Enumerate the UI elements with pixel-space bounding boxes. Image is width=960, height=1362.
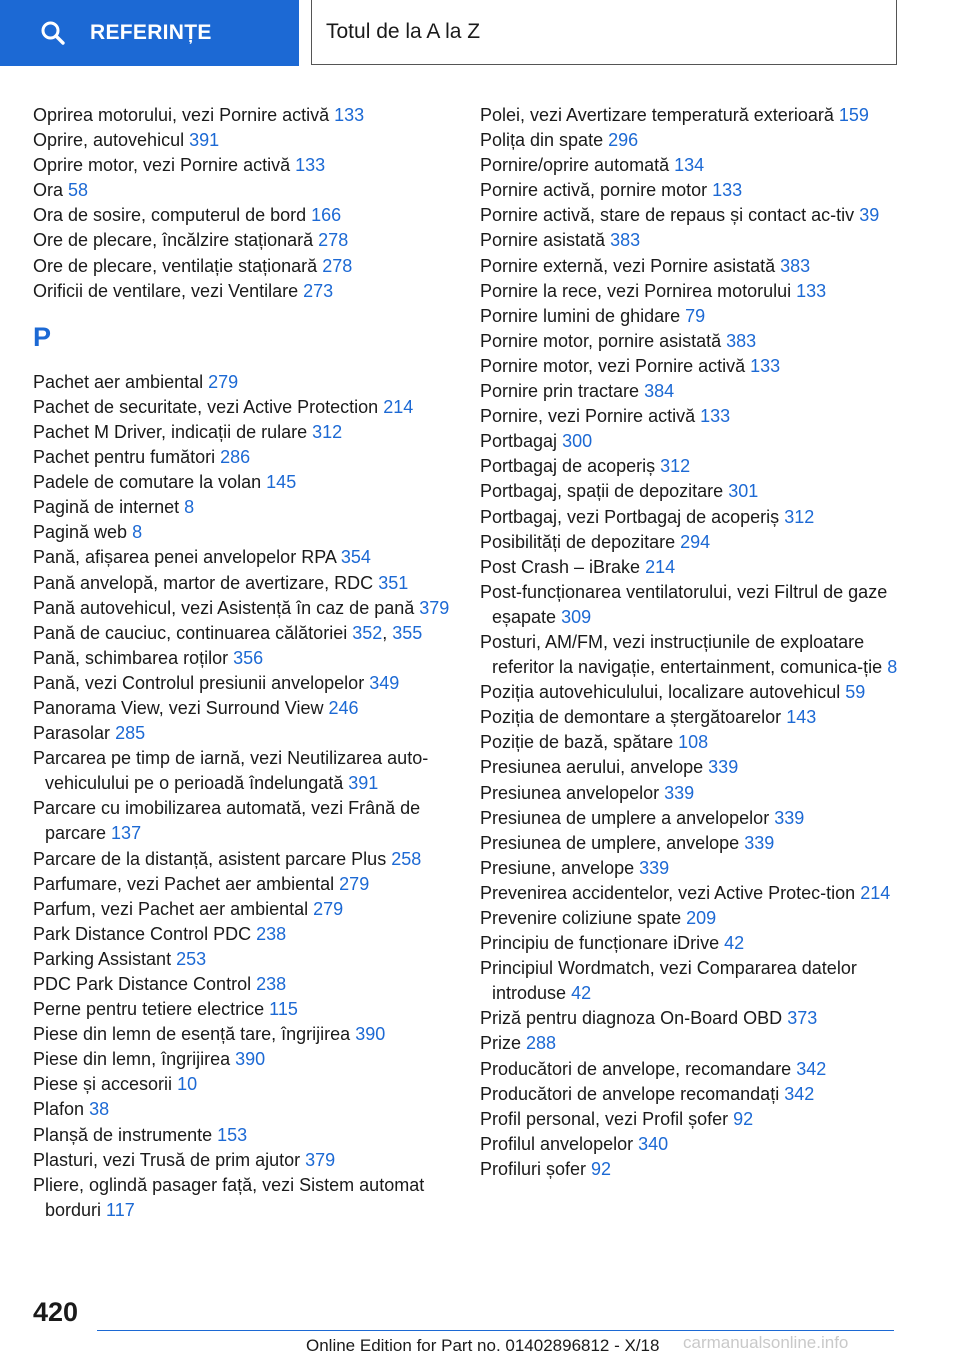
- index-entry-text: Portbagaj de acoperiș: [480, 456, 656, 477]
- index-entry: [480, 1057, 910, 1082]
- page-link[interactable]: 10: [177, 1074, 198, 1095]
- index-entry: [480, 680, 910, 705]
- page-link[interactable]: 79: [685, 305, 706, 326]
- page-link[interactable]: 133: [295, 155, 326, 176]
- index-entry: [480, 755, 910, 780]
- index-entry-text: Piese din lemn de esență tare, îngrijirea: [33, 1024, 351, 1045]
- index-entry: [480, 203, 910, 228]
- index-entry-text: Presiune, anvelope: [480, 857, 635, 878]
- index-entry-text: Orificii de ventilare, vezi Ventilare: [33, 280, 299, 301]
- index-entry-text: Oprire, autovehicul: [33, 130, 185, 151]
- index-entry: [480, 881, 910, 906]
- index-entry: [33, 646, 453, 671]
- page-link[interactable]: 340: [638, 1133, 669, 1154]
- index-entry-text: Pachet pentru fumători: [33, 447, 216, 468]
- index-entry-text: Prevenirea accidentelor, vezi Active Protec-tion: [480, 882, 856, 903]
- page-link[interactable]: 59: [845, 682, 866, 703]
- page-link[interactable]: 383: [780, 255, 811, 276]
- footer-divider: [97, 1330, 894, 1331]
- page-link[interactable]: 383: [726, 330, 757, 351]
- index-entry: [33, 279, 453, 304]
- index-entry: [480, 128, 910, 153]
- index-entry-text: Pană autovehicul, vezi Asistență în caz de pană: [33, 597, 415, 618]
- page-link[interactable]: 390: [355, 1024, 386, 1045]
- page-link[interactable]: 133: [750, 355, 781, 376]
- page-link[interactable]: 159: [838, 105, 869, 125]
- page-link[interactable]: 92: [591, 1158, 612, 1179]
- index-entry-text: Polei, vezi Avertizare temperatură exterioară: [480, 105, 834, 125]
- page-link[interactable]: 301: [728, 481, 759, 502]
- index-entry: [480, 279, 910, 304]
- index-entry: [480, 1031, 910, 1056]
- index-entry: [33, 671, 453, 696]
- index-entry-text: Pornire, vezi Pornire activă: [480, 406, 696, 427]
- page-link[interactable]: 349: [369, 672, 400, 693]
- page-link[interactable]: 379: [419, 597, 450, 618]
- index-entry-text: Pagină web: [33, 522, 128, 543]
- references-label: REFERINȚE: [90, 21, 212, 44]
- index-entry: [480, 730, 910, 755]
- index-entry-text: Pană de cauciuc, continuarea călătoriei: [33, 622, 348, 643]
- index-entry-text: Posibilități de depozitare: [480, 531, 676, 552]
- page-link[interactable]: 133: [796, 280, 827, 301]
- index-entry: [480, 1082, 910, 1107]
- index-entry-text: Pornire motor, vezi Pornire activă: [480, 355, 746, 376]
- index-entry-text: Principiul Wordmatch, vezi Compararea datelor introduse: [480, 958, 857, 1004]
- page-link[interactable]: 312: [660, 456, 691, 477]
- index-entry-text: Pornire la rece, vezi Pornirea motorului: [480, 280, 792, 301]
- index-entry-text: Profiluri șofer: [480, 1158, 587, 1179]
- page-link[interactable]: 115: [269, 999, 298, 1020]
- index-entry: [33, 972, 453, 997]
- index-entry-text: Ora: [33, 180, 64, 201]
- page-link[interactable]: 278: [322, 255, 353, 276]
- index-entry: [33, 1072, 453, 1097]
- page-link[interactable]: 339: [774, 807, 805, 828]
- index-entry-text: Pornire motor, pornire asistată: [480, 330, 722, 351]
- index-entry: [33, 470, 453, 495]
- index-entry-text: Piese din lemn, îngrijirea: [33, 1049, 231, 1070]
- index-entry: [480, 1132, 910, 1157]
- index-entry: [480, 429, 910, 454]
- page-link[interactable]: 134: [674, 155, 705, 176]
- watermark: carmanualsonline.info: [683, 1333, 849, 1352]
- index-entry-text: Portbagaj, vezi Portbagaj de acoperiș: [480, 506, 780, 527]
- index-entry-text: Parcarea pe timp de iarnă, vezi Neutilizarea auto-vehiculului pe o perioadă îndelungată: [33, 748, 429, 794]
- index-entry: [480, 555, 910, 580]
- page-link[interactable]: 108: [678, 732, 709, 753]
- index-entry-text: Poziția autovehiculului, localizare autovehicul: [480, 682, 841, 703]
- index-entry: Pană de cauciuc, continuarea călătoriei 352, 355: [33, 622, 423, 643]
- index-entry: [480, 806, 910, 831]
- index-entry-text: Parfumare, vezi Pachet aer ambiental: [33, 873, 335, 894]
- index-entry: [33, 128, 453, 153]
- index-entry: [33, 395, 453, 420]
- index-entry-text: Presiunea aerului, anvelope: [480, 757, 704, 778]
- page-link[interactable]: 300: [562, 431, 593, 452]
- page-link[interactable]: 286: [220, 447, 251, 468]
- page-link[interactable]: 145: [266, 472, 297, 493]
- page-link[interactable]: 39: [859, 205, 880, 226]
- index-entry: [480, 354, 910, 379]
- index-entry-text: Plafon: [33, 1099, 85, 1120]
- page-link[interactable]: 273: [303, 280, 334, 301]
- page-link[interactable]: 238: [256, 974, 287, 994]
- index-entry-text: Ore de plecare, încălzire staționară: [33, 230, 314, 251]
- index-entry: [480, 530, 910, 555]
- index-entry: [33, 997, 453, 1022]
- index-entry-text: Pană, schimbarea roților: [33, 647, 229, 668]
- index-entry: [480, 329, 910, 354]
- index-entry: [480, 781, 910, 806]
- index-entry: [480, 379, 910, 404]
- page-link[interactable]: 214: [383, 396, 414, 417]
- index-entry-text: Presiunea de umplere a anvelopelor: [480, 807, 770, 828]
- index-entry: [33, 495, 453, 520]
- index-entry: [33, 872, 453, 897]
- index-entry: [33, 1022, 453, 1047]
- page-link[interactable]: 391: [348, 773, 379, 794]
- index-entry-text: Parking Assistant: [33, 948, 172, 969]
- index-column-right: [480, 103, 910, 1182]
- index-letter-heading: P: [33, 321, 52, 352]
- page-link[interactable]: 8: [887, 657, 898, 678]
- index-entry: [33, 1173, 453, 1223]
- index-entry: [33, 922, 453, 947]
- index-entry-text: Pornire asistată: [480, 230, 606, 251]
- page-link[interactable]: 339: [639, 857, 670, 878]
- index-entry-text: Padele de comutare la volan: [33, 472, 262, 493]
- index-entry-text: Pană anvelopă, martor de avertizare, RDC: [33, 572, 374, 593]
- index-entry-text: Presiunea anvelopelor: [480, 782, 660, 803]
- page-link[interactable]: 339: [664, 782, 695, 803]
- page-link[interactable]: 42: [724, 933, 745, 954]
- index-entry-text: Parasolar: [33, 723, 111, 744]
- index-entry-text: Oprire motor, vezi Pornire activă: [33, 155, 291, 176]
- page-link[interactable]: 137: [111, 823, 142, 844]
- index-entry-text: Parcare cu imobilizarea automată, vezi Frână de parcare: [33, 798, 421, 844]
- index-entry: [33, 1123, 453, 1148]
- references-tab[interactable]: [0, 0, 299, 66]
- page-link[interactable]: 166: [311, 205, 342, 226]
- index-entry-text: Producători de anvelope recomandați: [480, 1083, 780, 1104]
- index-entry: [33, 445, 453, 470]
- index-entry: [33, 254, 453, 279]
- page-link[interactable]: 383: [610, 230, 641, 251]
- index-entry-text: Parcare de la distanță, asistent parcare Plus: [33, 848, 387, 869]
- index-entry: [33, 545, 453, 570]
- index-entry-text: Producători de anvelope, recomandare: [480, 1058, 792, 1079]
- index-entry: [480, 580, 910, 630]
- page-link[interactable]: 153: [217, 1124, 248, 1145]
- page-link[interactable]: 339: [708, 757, 739, 778]
- index-entry: [33, 370, 453, 395]
- index-entry: [480, 404, 910, 429]
- index-entry-text: Oprirea motorului, vezi Pornire activă: [33, 105, 330, 125]
- index-entry-text: Plasturi, vezi Trusă de prim ajutor: [33, 1149, 301, 1170]
- index-entry: [33, 746, 453, 796]
- index-entry: [480, 956, 910, 1006]
- index-entry-text: Pornire lumini de ghidare: [480, 305, 681, 326]
- page-link[interactable]: 253: [176, 948, 207, 969]
- page-link[interactable]: 391: [189, 130, 220, 151]
- index-entry-text: Piese și accesorii: [33, 1074, 173, 1095]
- page-link[interactable]: 342: [784, 1083, 815, 1104]
- index-entry: [33, 897, 453, 922]
- index-entry: [33, 796, 453, 846]
- index-entry-text: Prevenire coliziune spate: [480, 908, 682, 928]
- index-entry: [480, 906, 910, 931]
- page-link[interactable]: 246: [328, 697, 359, 718]
- page-link[interactable]: 294: [680, 531, 711, 552]
- index-entry: [33, 596, 453, 621]
- page-link[interactable]: 342: [796, 1058, 827, 1079]
- index-entry: [33, 203, 453, 228]
- index-entry-text: Pachet de securitate, vezi Active Protection: [33, 396, 379, 417]
- index-entry-text: Park Distance Control PDC: [33, 923, 252, 944]
- index-entry: [480, 931, 910, 956]
- page-link[interactable]: 373: [787, 1008, 818, 1029]
- index-entry: [480, 479, 910, 504]
- index-entry: [480, 454, 910, 479]
- index-entry: [33, 947, 453, 972]
- index-entry-text: Pachet M Driver, indicații de rulare: [33, 421, 308, 442]
- index-entry: [33, 847, 453, 872]
- index-entry-text: Principiu de funcționare iDrive: [480, 933, 720, 954]
- page-link[interactable]: 58: [68, 180, 89, 201]
- page-link[interactable]: 312: [312, 421, 343, 442]
- page-link[interactable]: 279: [339, 873, 370, 894]
- index-entry-text: Ore de plecare, ventilație staționară: [33, 255, 318, 276]
- page-link[interactable]: 296: [608, 130, 639, 151]
- page-link[interactable]: 214: [860, 882, 891, 903]
- page-link[interactable]: 238: [256, 923, 287, 944]
- index-entry: [480, 254, 910, 279]
- index-entry: [33, 571, 453, 596]
- index-entry: [480, 505, 910, 530]
- index-entry-text: Pornire/oprire automată: [480, 155, 670, 176]
- index-entry-text: Polița din spate: [480, 130, 604, 151]
- index-entry: [480, 153, 910, 178]
- page-link[interactable]: 279: [208, 371, 239, 392]
- index-entry-text: Panorama View, vezi Surround View: [33, 697, 324, 718]
- index-entry: [480, 705, 910, 730]
- index-entry: [480, 831, 910, 856]
- index-entry-text: Pană, vezi Controlul presiunii anvelopelor: [33, 672, 365, 693]
- index-entry: [33, 520, 453, 545]
- index-entry: [480, 856, 910, 881]
- index-entry: [33, 1097, 453, 1122]
- page-link[interactable]: 352: [352, 622, 383, 643]
- index-entry: [480, 178, 910, 203]
- page-link[interactable]: 133: [700, 406, 731, 427]
- page-link[interactable]: 355: [392, 622, 423, 643]
- index-entry-text: Ora de sosire, computerul de bord: [33, 205, 307, 226]
- index-entry-text: Profil personal, vezi Profil șofer: [480, 1108, 729, 1129]
- page-link[interactable]: 117: [106, 1199, 135, 1220]
- index-entry: [33, 178, 453, 203]
- index-entry-text: Presiunea de umplere, anvelope: [480, 832, 740, 853]
- page-link[interactable]: 133: [334, 105, 365, 125]
- page-link[interactable]: 279: [313, 898, 344, 919]
- edition-text: Online Edition for Part no. 01402896812 - X/18: [306, 1336, 660, 1355]
- index-column-left: [33, 103, 453, 1223]
- page-link[interactable]: 278: [318, 230, 349, 251]
- index-entry-text: Profilul anvelopelor: [480, 1133, 634, 1154]
- page-header: [0, 0, 960, 66]
- index-entry-text: Priză pentru diagnoza On-Board OBD: [480, 1008, 783, 1029]
- search-icon: [40, 20, 66, 46]
- index-entry-text: Pornire prin tractare: [480, 381, 640, 402]
- index-entry: [33, 420, 453, 445]
- index-entry-text: Poziție de bază, spătare: [480, 732, 674, 753]
- index-entry-text: Prize: [480, 1033, 522, 1054]
- index-entry-text: Pană, afișarea penei anvelopelor RPA: [33, 547, 336, 568]
- index-entry-text: Pornire activă, pornire motor: [480, 180, 708, 201]
- page-link[interactable]: 379: [305, 1149, 336, 1170]
- index-entry-text: Pagină de internet: [33, 497, 180, 518]
- page-link[interactable]: 390: [235, 1049, 266, 1070]
- page-number: 420: [33, 1297, 79, 1327]
- index-entry: [33, 696, 453, 721]
- page-link[interactable]: 214: [645, 556, 676, 577]
- page-link[interactable]: 356: [233, 647, 264, 668]
- page-link[interactable]: 209: [686, 908, 717, 928]
- index-entry-text: PDC Park Distance Control: [33, 974, 252, 994]
- page-link[interactable]: 258: [391, 848, 422, 869]
- index-entry-text: Pliere, oglindă pasager față, vezi Sistem automat borduri: [33, 1174, 425, 1220]
- index-entry-text: Posturi, AM/FM, vezi instrucțiunile de exploatare referitor la navigație, entertainment, comunica-ție: [480, 631, 883, 678]
- index-entry: [480, 228, 910, 253]
- index-entry-text: Portbagaj, spații de depozitare: [480, 481, 724, 502]
- index-entry-text: Pornire externă, vezi Pornire asistată: [480, 255, 776, 276]
- index-entry: [33, 103, 453, 128]
- index-entry: [33, 1148, 453, 1173]
- index-entry-text: Post Crash – iBrake: [480, 556, 641, 577]
- index-entry-text: Poziția de demontare a ștergătoarelor: [480, 707, 782, 728]
- section-title-tab[interactable]: [311, 0, 897, 65]
- index-entry: [480, 630, 910, 680]
- page-link[interactable]: 354: [340, 547, 371, 568]
- index-entry: [33, 721, 453, 746]
- page-link[interactable]: 339: [744, 832, 775, 853]
- index-entry-text: Pachet aer ambiental: [33, 371, 204, 392]
- page-link[interactable]: 309: [561, 606, 592, 627]
- index-entry: [480, 1006, 910, 1031]
- index-entry-text: Post-funcționarea ventilatorului, vezi Filtrul de gaze eșapate: [480, 581, 888, 627]
- page-link[interactable]: 8: [132, 522, 143, 543]
- index-entry: [33, 1047, 453, 1072]
- index-entry-text: Perne pentru tetiere electrice: [33, 999, 265, 1020]
- index-entry-text: Portbagaj: [480, 431, 558, 452]
- index-entry: [480, 1107, 910, 1132]
- page-link[interactable]: 133: [712, 180, 743, 201]
- index-entry: [33, 153, 453, 178]
- page-link[interactable]: 384: [644, 381, 675, 402]
- page-link[interactable]: 285: [115, 723, 146, 744]
- page-link[interactable]: 351: [378, 572, 409, 593]
- page-link[interactable]: 42: [571, 983, 592, 1004]
- index-entry-text: Parfum, vezi Pachet aer ambiental: [33, 898, 309, 919]
- index-entry-text: Planșă de instrumente: [33, 1124, 213, 1145]
- page-link[interactable]: 143: [786, 707, 817, 728]
- index-entry: [33, 228, 453, 253]
- page-link[interactable]: 92: [733, 1108, 754, 1129]
- page-link[interactable]: 288: [526, 1033, 557, 1054]
- section-title: Totul de la A la Z: [326, 20, 481, 43]
- index-entry: [480, 1157, 910, 1182]
- page-link[interactable]: 8: [184, 497, 195, 518]
- index-entry: [480, 304, 910, 329]
- page-link[interactable]: 38: [89, 1099, 110, 1120]
- index-entry-text: Pornire activă, stare de repaus și contact ac-tiv: [480, 205, 855, 226]
- index-entry: [480, 103, 910, 128]
- page-link[interactable]: 312: [784, 506, 815, 527]
